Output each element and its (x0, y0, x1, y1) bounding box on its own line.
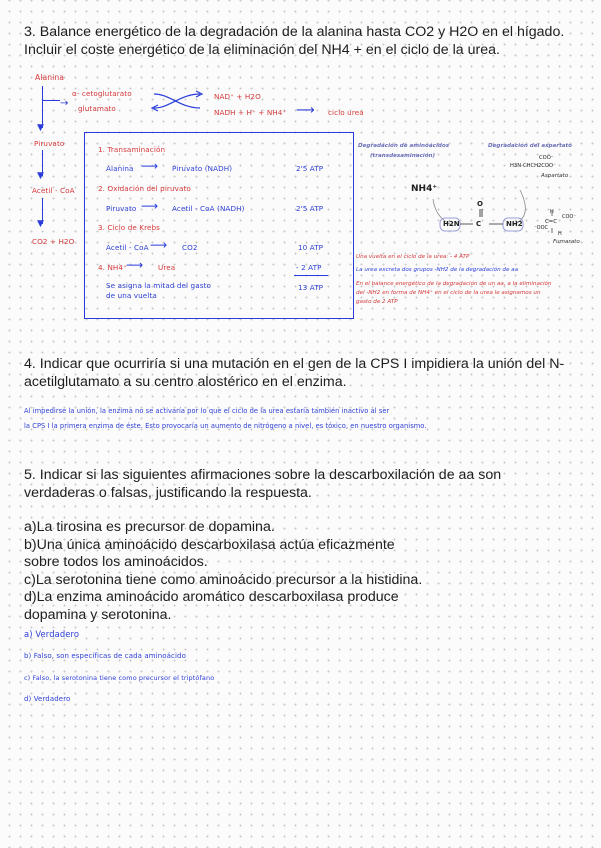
answer-5-a: a) Verdadero (24, 629, 80, 639)
step-1-title: 1. Transaminación (98, 145, 166, 154)
step-1-left: Alanina (106, 164, 134, 173)
aspartato-label: Aspartato (541, 173, 569, 179)
ref-header-right: Degradación del aspartato (488, 143, 573, 149)
fumarato-h-top: H (550, 209, 554, 215)
step-2-right: Acetil - CoA (NADH) (172, 204, 245, 213)
urea-c: C (476, 220, 482, 228)
step-3-left: Acetil - CoA (106, 243, 149, 252)
answer-5-b: b) Falso, son específicas de cada aminoácido (24, 652, 186, 660)
ref-line2: La urea excreta dos grupos -NH2 de la degradación de aa (356, 267, 519, 273)
step-2-left: Piruvato (106, 204, 137, 213)
note-line2: de una vuelta (106, 291, 157, 300)
step-1-right: Piruvato (NADH) (172, 164, 233, 173)
question-5-line2: verdaderas o falsas, justificando la respuesta. (24, 484, 312, 501)
arrow-to-ciclo: ⟶ (296, 103, 315, 118)
step-3-title: 3. Ciclo de Krebs (98, 223, 160, 232)
arrow-right-glutamato: → (60, 98, 69, 109)
answer-4-line2: la CPS I la primera enzima de éste. Esto provocaría un aumento de nitrógeno a nivel, es tóxico, en nuestro organismo. (24, 422, 427, 430)
step-3-arrow: ⟶ (150, 238, 168, 252)
step-4-title: 4. NH4⁺ (98, 263, 127, 272)
urea-nh2: NH2 (506, 220, 523, 228)
urea-h2n: H2N (443, 220, 460, 228)
arrow-down-1: ▼ (37, 123, 44, 133)
aspartato-formula: H3N-CHCH2COO⁻ (510, 163, 556, 169)
answer-4-line1: Al impedirse la unión, la enzima no se activaría por lo que el ciclo de la urea estaría también inactivo al ser (24, 407, 390, 415)
ref-line4: del -NH2 en forma de NH4⁺ en el ciclo de la urea le asignamos un (356, 290, 541, 296)
question-4-line2: acetilglutamato a su centro alostérico en el enzima. (24, 373, 347, 390)
step-2-atp: 2'5 ATP (296, 204, 324, 213)
step-4-arrow: ⟶ (126, 258, 144, 272)
fumarato-coo-left: ⁻OOC (534, 225, 549, 231)
pathway-branch (42, 100, 60, 101)
label-nadh: NADH + H⁺ + NH4⁺ (214, 108, 287, 117)
label-ciclo-urea: ciclo urea (328, 108, 364, 117)
sum-underline (294, 275, 328, 276)
label-acetil-coa: Acetil - CoA (32, 186, 75, 195)
step-2-arrow: ⟶ (141, 199, 159, 213)
fumarato-coo-right: COO⁻ (562, 214, 577, 220)
nh4-label: NH4⁺ (411, 184, 438, 194)
total-atp: 13 ATP (298, 283, 324, 292)
step-3-right: CO2 (182, 243, 198, 252)
question-5-line1: 5. Indicar si las siguientes afirmaciones sobre la descarboxilación de aa son (24, 467, 502, 483)
step-1-atp: 2'5 ATP (296, 164, 324, 173)
urea-structure-lines (425, 185, 575, 245)
step-3-atp: 10 ATP (298, 243, 324, 252)
cross-arrows-icon (150, 88, 206, 114)
ref-line5: gasto de 2 ATP (356, 299, 398, 305)
aspartato-coo: COO⁻ (539, 155, 554, 161)
fumarato-h-bottom: H (558, 231, 562, 237)
label-alpha-cetoglutarato: α- cetoglutarato (72, 89, 132, 98)
question-5-a: a)La tirosina es precursor de dopamina. (24, 519, 275, 535)
label-co2-h2o: CO2 + H2O (32, 237, 75, 246)
label-nad-h2o: NAD⁺ + H2O (214, 92, 261, 101)
ref-header-left: Degradación de aminoácidos (358, 143, 450, 149)
step-1-arrow: ⟶ (141, 159, 159, 173)
arrow-down-2: ▼ (37, 171, 44, 181)
ref-header-left-sub: (transdesaminación) (370, 153, 436, 159)
arrow-down-3: ▼ (37, 219, 44, 229)
ref-line3: En el balance energético de la degradación de un aa, a la eliminación (356, 281, 552, 287)
question-5-c: c)La serotonina tiene como aminoácido precursor a la histidina. (24, 571, 423, 588)
question-5-b1: b)Una única aminoácido descarboxilasa actúa eficazmente (24, 536, 395, 553)
question-4 (24, 356, 584, 391)
label-piruvato: Piruvato (34, 139, 65, 148)
question-5 (24, 467, 584, 624)
question-3-line1: 3. Balance energético de la degradación de la alanina hasta CO2 y H2O en el hígado. (24, 24, 565, 40)
question-5-b2: sobre todos los aminoácidos. (24, 554, 208, 570)
label-alanina: Alanina (35, 73, 65, 82)
urea-o: O (477, 200, 483, 208)
label-glutamato: glutamato (78, 104, 116, 113)
step-4-atp: - 2 ATP (296, 263, 322, 272)
step-2-title: 2. Oxidación del piruvato (98, 184, 191, 193)
step-4-right: Urea (158, 263, 176, 272)
question-5-d2: dopamina y serotonina. (24, 606, 172, 623)
question-5-d1: d)La enzima aminoácido aromático descarboxilasa produce (24, 589, 399, 605)
answer-5-d: d) Verdadero (24, 695, 71, 703)
fumarato-label: Fumarato (553, 239, 580, 245)
note-line1: Se asigna la mitad del gasto (106, 281, 211, 290)
pathway-line-1 (42, 86, 43, 128)
answer-5-c: c) Falso, la serotonina tiene como precursor el triptófano (24, 674, 215, 682)
question-3 (24, 24, 584, 59)
question-4-line1: 4. Indicar que ocurriría si una mutación en el gen de la CPS I impidiera la unión del N- (24, 356, 565, 372)
question-3-line2: Incluir el coste energético de la eliminación del NH4 + en el ciclo de la urea. (24, 41, 500, 58)
ref-line1: Una vuelta en el ciclo de la urea: - 4 ATP (356, 254, 470, 260)
fumarato-double-bond: C=C (545, 219, 558, 225)
